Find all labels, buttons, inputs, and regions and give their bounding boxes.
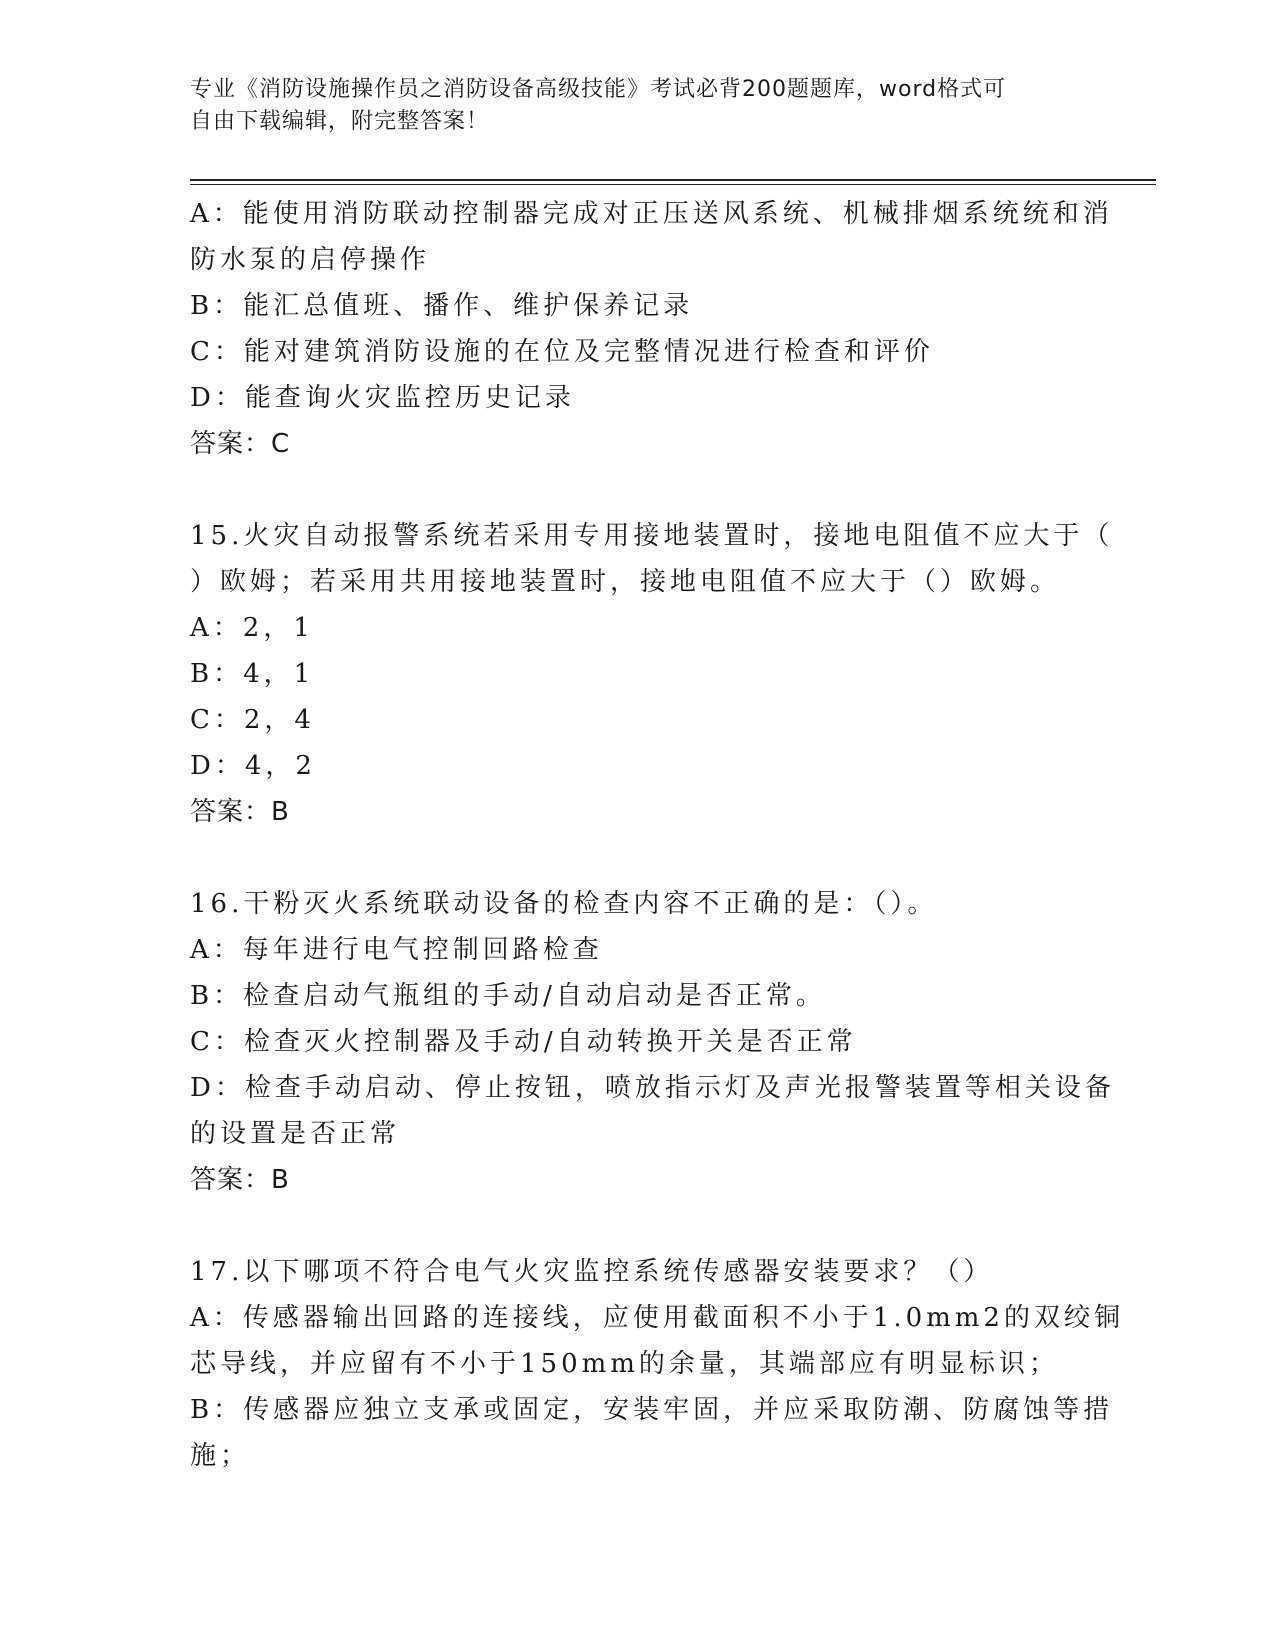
option-d: D：4，2 [190,751,316,781]
option-c: C：能对建筑消防设施的在位及完整情况进行检查和评价 [190,337,934,367]
question-text-line-1: 15.火灾自动报警系统若采用专用接地装置时，接地电阻值不应大于（ [190,521,1114,551]
document-header [190,74,1070,138]
option-c: C：检查灭火控制器及手动/自动转换开关是否正常 [190,1027,857,1057]
question-block-17 [190,1249,1124,1479]
header-line-1: 专业《消防设施操作员之消防设备高级技能》考试必背200题题库，word格式可 [190,77,1007,102]
header-divider-thick [190,179,1156,181]
option-d: D：能查询火灾监控历史记录 [190,383,575,413]
answer-line: 答案：B [190,1165,290,1195]
option-a-line-2: 芯导线，并应留有不小于150mm的余量，其端部应有明显标识； [190,1349,1059,1379]
document-body [190,191,1124,1479]
question-block-16 [190,881,1115,1203]
header-divider-thin [190,184,1156,185]
option-a-line-2: 防水泵的启停操作 [190,245,431,275]
answer-line: 答案：B [190,797,290,827]
question-text-line-2: ）欧姆；若采用共用接地装置时，接地电阻值不应大于（）欧姆。 [190,567,1061,597]
question-text: 17.以下哪项不符合电气火灾监控系统传感器安装要求？（） [190,1257,994,1287]
question-block-15 [190,513,1114,835]
spacer [190,1203,1090,1249]
option-d-line-2: 的设置是否正常 [190,1119,401,1149]
answer-line: 答案：C [190,429,291,459]
option-d-line-1: D：检查手动启动、停止按钮，喷放指示灯及声光报警装置等相关设备 [190,1073,1115,1103]
question-block-14 [190,191,1113,467]
option-b-line-1: B：传感器应独立支承或固定，安装牢固，并应采取防潮、防腐蚀等措 [190,1395,1114,1425]
option-a-line-1: A：传感器输出回路的连接线，应使用截面积不小于1.0mm2的双绞铜 [190,1303,1124,1333]
header-line-2: 自由下载编辑，附完整答案！ [190,109,490,134]
option-b: B：能汇总值班、播作、维护保养记录 [190,291,694,321]
option-a: A：2，1 [190,613,314,643]
option-b: B：检查启动气瓶组的手动/自动启动是否正常。 [190,981,826,1011]
option-b: B：4，1 [190,659,315,689]
option-c: C：2，4 [190,705,315,735]
option-a-line-1: A：能使用消防联动控制器完成对正压送风系统、机械排烟系统统和消 [190,199,1113,229]
question-text: 16.干粉灭火系统联动设备的检查内容不正确的是：（）。 [190,889,938,919]
spacer [190,467,1090,513]
option-b-line-2: 施； [190,1441,251,1471]
option-a: A：每年进行电气控制回路检查 [190,935,603,965]
spacer [190,835,1090,881]
